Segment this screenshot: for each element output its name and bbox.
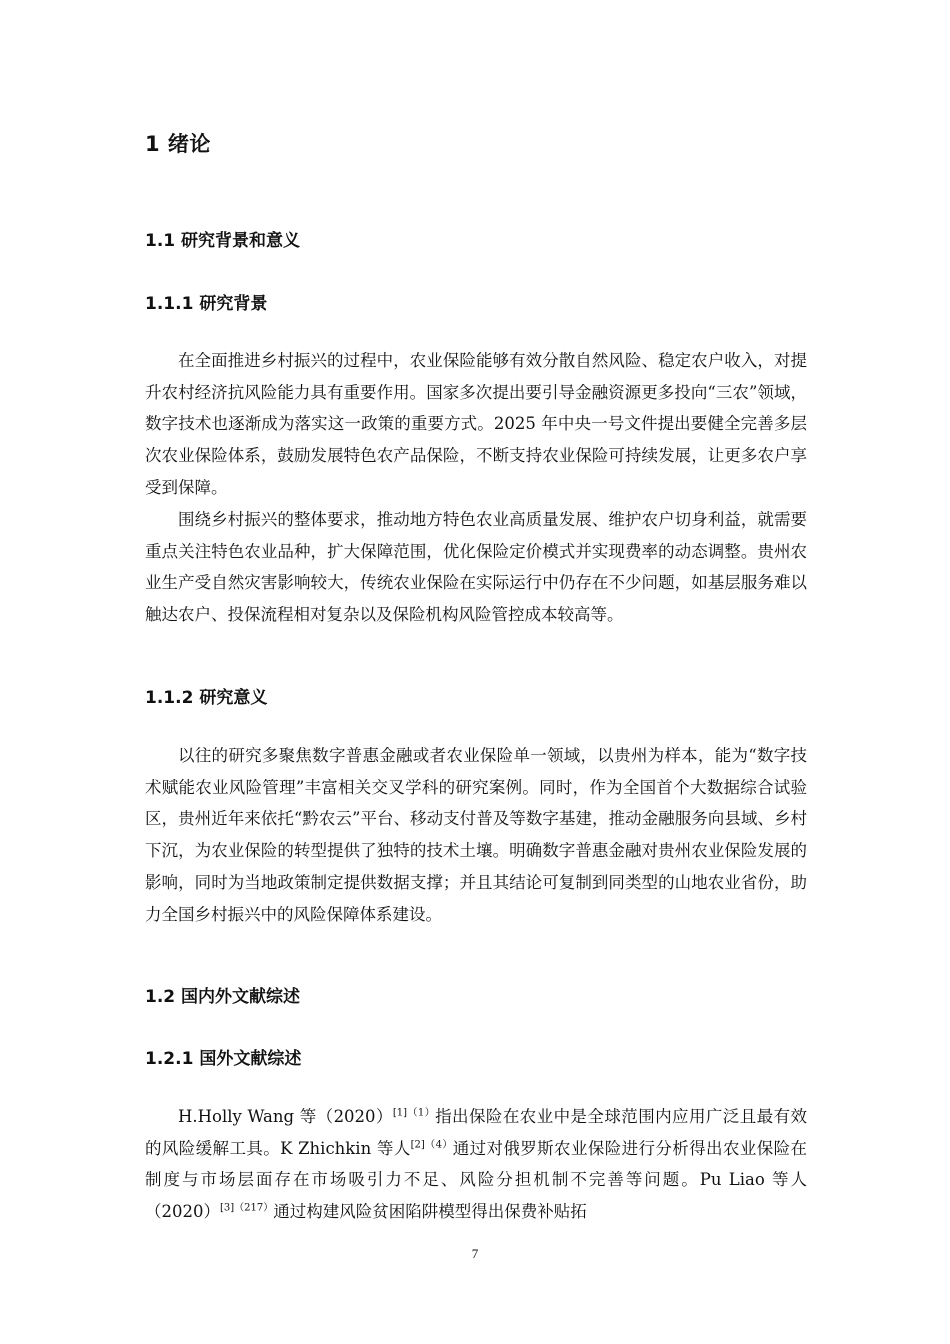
review-text-2: 指出保险在农业中是全球范围内应用广泛且最有效的风险缓解工具。K Zhichkin 等人 bbox=[145, 1107, 807, 1158]
citation-3: [3]（217） bbox=[220, 1202, 274, 1214]
paragraph-significance: 以往的研究多聚焦数字普惠金融或者农业保险单一领域，以贵州为样本，能为“数字技术赋能农业风险管理”丰富相关交叉学科的研究案例。同时，作为全国首个大数据综合试验区，贵州近年来依托“黔农云”平台、移动支付普及等数字基建，推动金融服务向县域、乡村下沉，为农业保险的转型提供了独特的技术土壤。明确数字普惠金融对贵州农业保险发展的影响，同时为当地政策制定提供数据支撑；并且其结论可复制到同类型的山地农业省份，助力全国乡村振兴中的风险保障体系建设。 bbox=[145, 746, 807, 924]
citation-1: [1]（1） bbox=[392, 1107, 436, 1119]
chapter-title: 1 绪论 bbox=[145, 132, 211, 156]
citation-2: [2]（4） bbox=[410, 1139, 453, 1151]
section-heading-1-2-1: 1.2.1 国外文献综述 bbox=[145, 1049, 302, 1069]
section-heading-1-1-1: 1.1.1 研究背景 bbox=[145, 294, 268, 314]
paragraph-foreign-review bbox=[145, 1101, 807, 1228]
page-number: 7 bbox=[471, 1246, 479, 1261]
review-text-4: 通过构建风险贫困陷阱模型得出保费补贴拓 bbox=[273, 1202, 587, 1222]
paragraph-background-1: 在全面推进乡村振兴的过程中，农业保险能够有效分散自然风险、稳定农户收入，对提升农村经济抗风险能力具有重要作用。国家多次提出要引导金融资源更多投向“三农”领域，数字技术也逐渐成为落实这一政策的重要方式。2025 年中央一号文件提出要健全完善多层次农业保险体系，鼓励发展特色农产品保险，不断支持农业保险可持续发展，让更多农户享受到保障。 bbox=[145, 351, 807, 497]
review-text-3: 通过对俄罗斯农业保险进行分析得出农业保险在制度与市场层面存在市场吸引力不足、风险分担机制不完善等问题。Pu Liao 等人（2020） bbox=[145, 1138, 807, 1222]
paragraph-background-2: 围绕乡村振兴的整体要求，推动地方特色农业高质量发展、维护农户切身利益，就需要重点关注特色农业品种，扩大保障范围，优化保险定价模式并实现费率的动态调整。贵州农业生产受自然灾害影响较大，传统农业保险在实际运行中仍存在不少问题，如基层服务难以触达农户、投保流程相对复杂以及保险机构风险管控成本较高等。 bbox=[145, 510, 807, 625]
section-heading-1-1-2: 1.1.2 研究意义 bbox=[145, 688, 268, 708]
section-heading-1-1: 1.1 研究背景和意义 bbox=[145, 231, 301, 251]
section-heading-1-2: 1.2 国内外文献综述 bbox=[145, 987, 301, 1007]
review-text-1: H.Holly Wang 等（2020） bbox=[178, 1107, 393, 1126]
